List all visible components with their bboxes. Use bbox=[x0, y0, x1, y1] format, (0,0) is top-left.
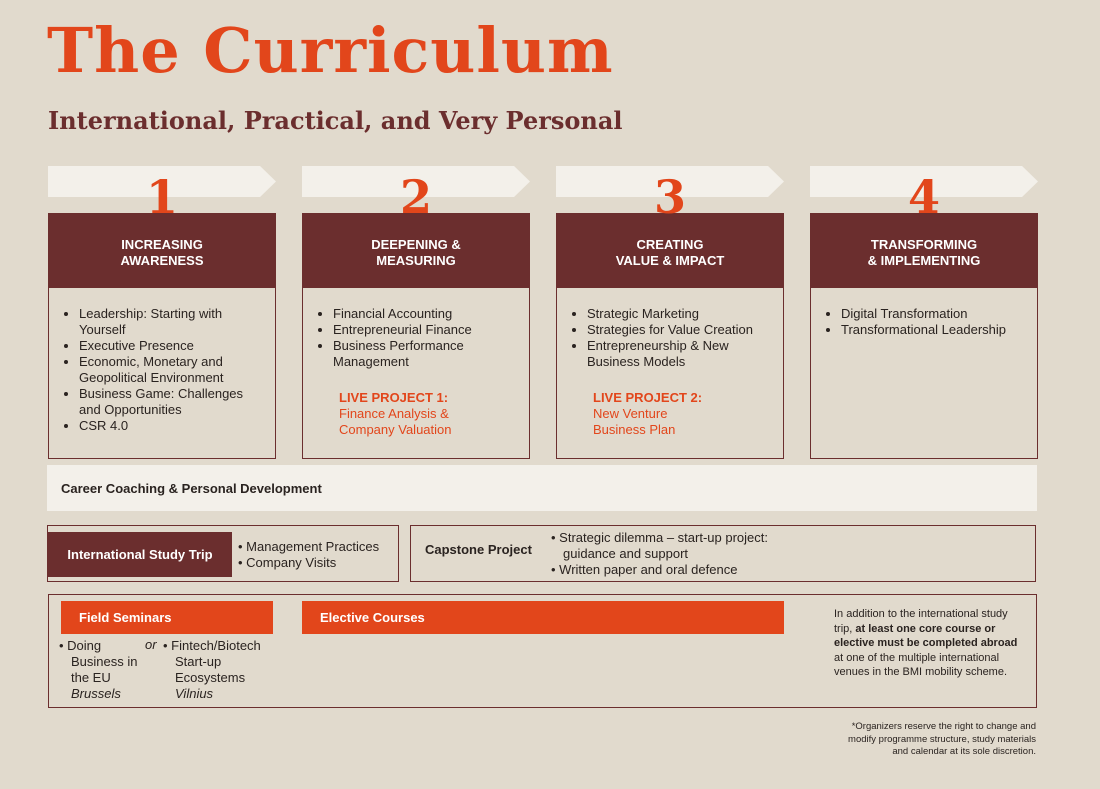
mobility-note: In addition to the international study trip, at least one core course or elective must be completed abroad at one of the multiple international venues in the BMI mobility scheme. bbox=[834, 608, 1018, 678]
seminar-line: Ecosystems bbox=[175, 670, 246, 685]
page-subtitle: International, Practical, and Very Personal bbox=[48, 106, 623, 135]
seminar-brussels bbox=[59, 638, 137, 702]
course-item: • Transformational Leadership bbox=[841, 322, 1027, 338]
study-trip-box bbox=[47, 525, 399, 582]
stage-number: 1 bbox=[145, 170, 178, 224]
course-item: • Strategies for Value Creation bbox=[587, 322, 773, 338]
live-project-title: LIVE PROJECT 2: bbox=[593, 390, 703, 405]
stage-body bbox=[556, 288, 784, 459]
course-list bbox=[65, 306, 265, 434]
study-trip-item: • Management Practices bbox=[238, 539, 380, 554]
course-item: • Business Game: Challenges and Opportunities bbox=[79, 386, 265, 418]
capstone-item-cont: guidance and support bbox=[563, 546, 689, 561]
course-item: • CSR 4.0 bbox=[79, 418, 265, 434]
stage-column-1 bbox=[48, 166, 276, 459]
stage-header bbox=[810, 213, 1038, 288]
stage-header-line: TRANSFORMING bbox=[870, 236, 978, 252]
course-item: • Business Performance Management bbox=[333, 338, 519, 370]
stage-number: 4 bbox=[907, 170, 940, 224]
live-project bbox=[573, 390, 773, 438]
live-project-title: LIVE PROJECT 1: bbox=[339, 390, 449, 405]
stage-header bbox=[556, 213, 784, 288]
course-item: • Financial Accounting bbox=[333, 306, 519, 322]
live-project-line: New Venture bbox=[593, 406, 668, 421]
live-project bbox=[319, 390, 519, 438]
course-item: • Economic, Monetary and Geopolitical Environment bbox=[79, 354, 265, 386]
stage-header-line: CREATING bbox=[636, 236, 704, 252]
course-list bbox=[827, 306, 1027, 338]
capstone-box bbox=[410, 525, 1036, 582]
seminar-line: • Fintech/Biotech bbox=[163, 638, 261, 653]
course-item: • Digital Transformation bbox=[841, 306, 1027, 322]
stage-header-line: VALUE & IMPACT bbox=[615, 252, 725, 268]
course-list bbox=[573, 306, 773, 370]
page-title: The Curriculum bbox=[47, 14, 614, 87]
capstone-list bbox=[551, 530, 768, 578]
seminar-city: Brussels bbox=[71, 686, 121, 701]
stage-number: 3 bbox=[653, 170, 686, 224]
stage-body bbox=[48, 288, 276, 459]
stage-body bbox=[810, 288, 1038, 459]
elective-courses-header: Elective Courses bbox=[302, 601, 784, 634]
capstone-item: • Strategic dilemma – start-up project: bbox=[551, 530, 768, 545]
capstone-item: • Written paper and oral defence bbox=[551, 562, 738, 577]
stage-header-line: MEASURING bbox=[376, 252, 456, 268]
stage-number: 2 bbox=[399, 170, 432, 224]
stage-header-line: DEEPENING & bbox=[371, 236, 461, 252]
stage-body bbox=[302, 288, 530, 459]
study-trip-item: • Company Visits bbox=[238, 555, 337, 570]
course-item: • Leadership: Starting with Yourself bbox=[79, 306, 265, 338]
live-project-line: Business Plan bbox=[593, 422, 676, 437]
stage-header bbox=[302, 213, 530, 288]
stage-column-3 bbox=[556, 166, 784, 459]
footnote: *Organizers reserve the right to change and modify programme structure, study materials and calendar at its sole discretion. bbox=[848, 721, 1036, 757]
or-label: or bbox=[145, 637, 157, 652]
course-item: • Strategic Marketing bbox=[587, 306, 773, 322]
stage-header-line: & IMPLEMENTING bbox=[867, 252, 981, 268]
course-item: • Entrepreneurial Finance bbox=[333, 322, 519, 338]
electives-box bbox=[48, 594, 1037, 708]
seminar-line: Business in bbox=[71, 654, 138, 669]
course-item: • Executive Presence bbox=[79, 338, 265, 354]
seminar-vilnius bbox=[163, 638, 261, 702]
capstone-label: Capstone Project bbox=[425, 542, 532, 557]
career-coaching-bar: Career Coaching & Personal Development bbox=[47, 465, 1037, 511]
course-item: • Entrepreneurship & New Business Models bbox=[587, 338, 773, 370]
live-project-line: Company Valuation bbox=[339, 422, 452, 437]
course-list bbox=[319, 306, 519, 370]
seminar-line: Start-up bbox=[175, 654, 222, 669]
stage-header-line: AWARENESS bbox=[120, 252, 204, 268]
field-seminars-header: Field Seminars bbox=[61, 601, 273, 634]
seminar-line: the EU bbox=[71, 670, 111, 685]
stage-column-4 bbox=[810, 166, 1038, 459]
stage-column-2 bbox=[302, 166, 530, 459]
stage-header-line: INCREASING bbox=[121, 236, 203, 252]
seminar-line: • Doing bbox=[59, 638, 102, 653]
study-trip-label: International Study Trip bbox=[48, 532, 232, 577]
live-project-line: Finance Analysis & bbox=[339, 406, 449, 421]
seminar-city: Vilnius bbox=[175, 686, 214, 701]
study-trip-list bbox=[238, 539, 379, 571]
stage-header bbox=[48, 213, 276, 288]
